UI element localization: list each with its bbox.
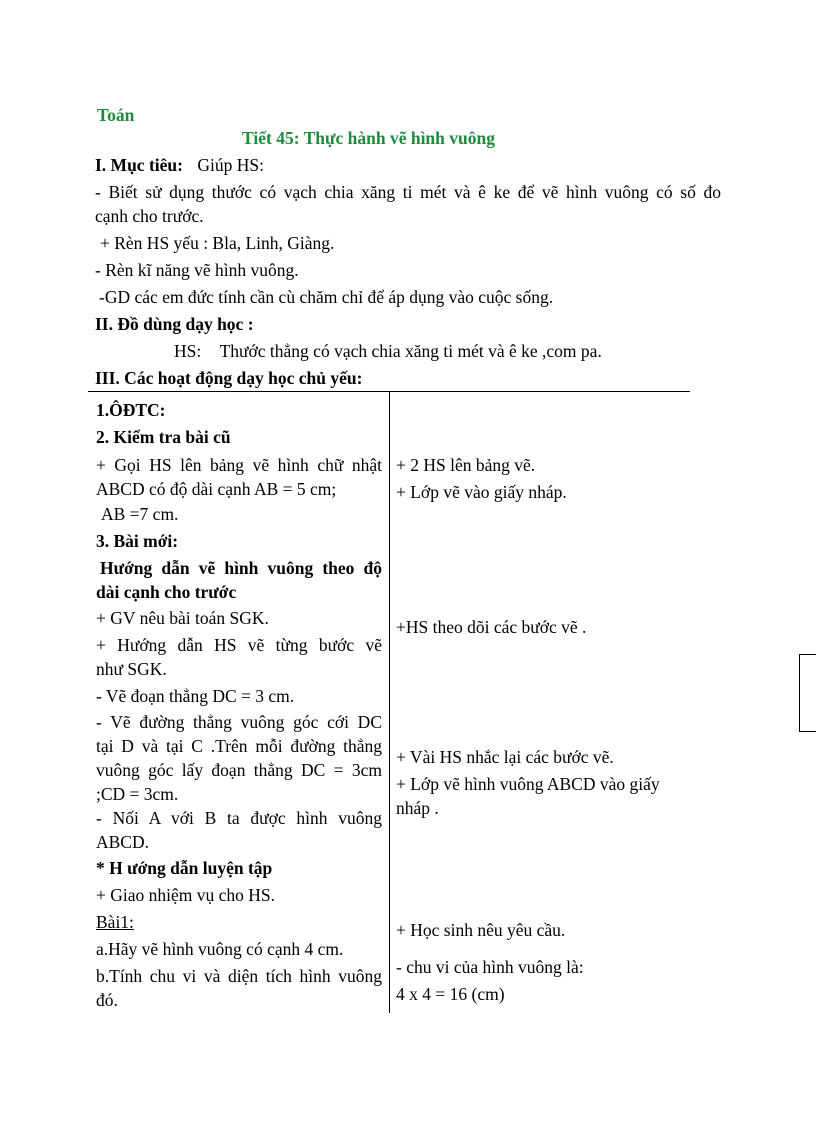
table-line: ABCD. (96, 832, 149, 852)
table-line: dài cạnh cho trước (96, 582, 237, 602)
table-line: 3. Bài mới: (96, 531, 179, 551)
table-line: + Học sinh nêu yêu cầu. (396, 920, 566, 940)
table-line: + Hướng dẫn HS vẽ từng bước vẽ (96, 635, 382, 655)
table-line: 1.ÔĐTC: (96, 400, 166, 420)
table-line: như SGK. (96, 659, 167, 679)
table-line: tại D và tại C .Trên mỗi đường thẳng (96, 736, 382, 756)
objective-2: + Rèn HS yếu : Bla, Linh, Giàng. (100, 233, 335, 253)
objective-1a: - Biết sử dụng thước có vạch chia xăng ti mét và ê ke để vẽ hình vuông có số đo (95, 182, 721, 202)
objective-3: - Rèn kĩ năng vẽ hình vuông. (95, 260, 299, 280)
table-line: * H ướng dẫn luyện tập (96, 858, 273, 878)
table-line: + 2 HS lên bảng vẽ. (396, 455, 536, 475)
table-line: vuông góc lấy đoạn thẳng DC = 3cm (96, 760, 382, 780)
table-line: - Vẽ đường thẳng vuông góc cới DC (96, 712, 382, 732)
objectives-line (95, 154, 264, 177)
objectives-heading: I. Mục tiêu: (95, 155, 183, 175)
table-column-divider (389, 391, 390, 1013)
table-line: đó. (96, 990, 118, 1010)
table-line: + GV nêu bài toán SGK. (96, 608, 269, 628)
table-line: +HS theo dõi các bước vẽ . (396, 617, 587, 637)
objective-1b: cạnh cho trước. (95, 206, 204, 226)
table-line: + Lớp vẽ hình vuông ABCD vào giấy (396, 774, 660, 794)
table-line: AB =7 cm. (101, 504, 179, 524)
materials-label: HS: (174, 341, 202, 361)
table-line: + Gọi HS lên bảng vẽ hình chữ nhật (96, 455, 382, 475)
objectives-intro: Giúp HS: (197, 155, 264, 175)
table-line: - chu vi của hình vuông là: (396, 957, 584, 977)
table-line: - Vẽ đoạn thẳng DC = 3 cm. (96, 686, 295, 706)
table-line: + Vài HS nhắc lại các bước vẽ. (396, 747, 614, 767)
table-line: Hướng dẫn vẽ hình vuông theo độ (100, 558, 382, 578)
table-line: 2. Kiểm tra bài cũ (96, 427, 231, 447)
table-line: ABCD có độ dài cạnh AB = 5 cm; (96, 479, 337, 499)
materials-heading: II. Đồ dùng dạy học : (95, 314, 254, 334)
table-line: - Nối A với B ta được hình vuông (96, 808, 382, 828)
activities-heading: III. Các hoạt động dạy học chủ yếu: (95, 368, 363, 388)
materials-text: Thước thẳng có vạch chia xăng ti mét và ê ke ,com pa. (219, 341, 602, 361)
table-line: ;CD = 3cm. (96, 784, 179, 804)
lesson-title: Tiết 45: Thực hành vẽ hình vuông (242, 128, 495, 148)
subject-label: Toán (97, 105, 135, 125)
table-line: b.Tính chu vi và diện tích hình vuông (96, 966, 382, 986)
table-line: 4 x 4 = 16 (cm) (396, 984, 505, 1004)
table-line: Bài1: (96, 912, 134, 932)
page-edge-box (799, 654, 816, 732)
table-line: + Lớp vẽ vào giấy nháp. (396, 482, 567, 502)
objective-4: -GD các em đức tính cần cù chăm chỉ để áp dụng vào cuộc sống. (99, 287, 554, 307)
table-line: + Giao nhiệm vụ cho HS. (96, 885, 276, 905)
materials-line (174, 340, 602, 363)
table-line: a.Hãy vẽ hình vuông có cạnh 4 cm. (96, 939, 344, 959)
table-line: nháp . (396, 798, 439, 818)
